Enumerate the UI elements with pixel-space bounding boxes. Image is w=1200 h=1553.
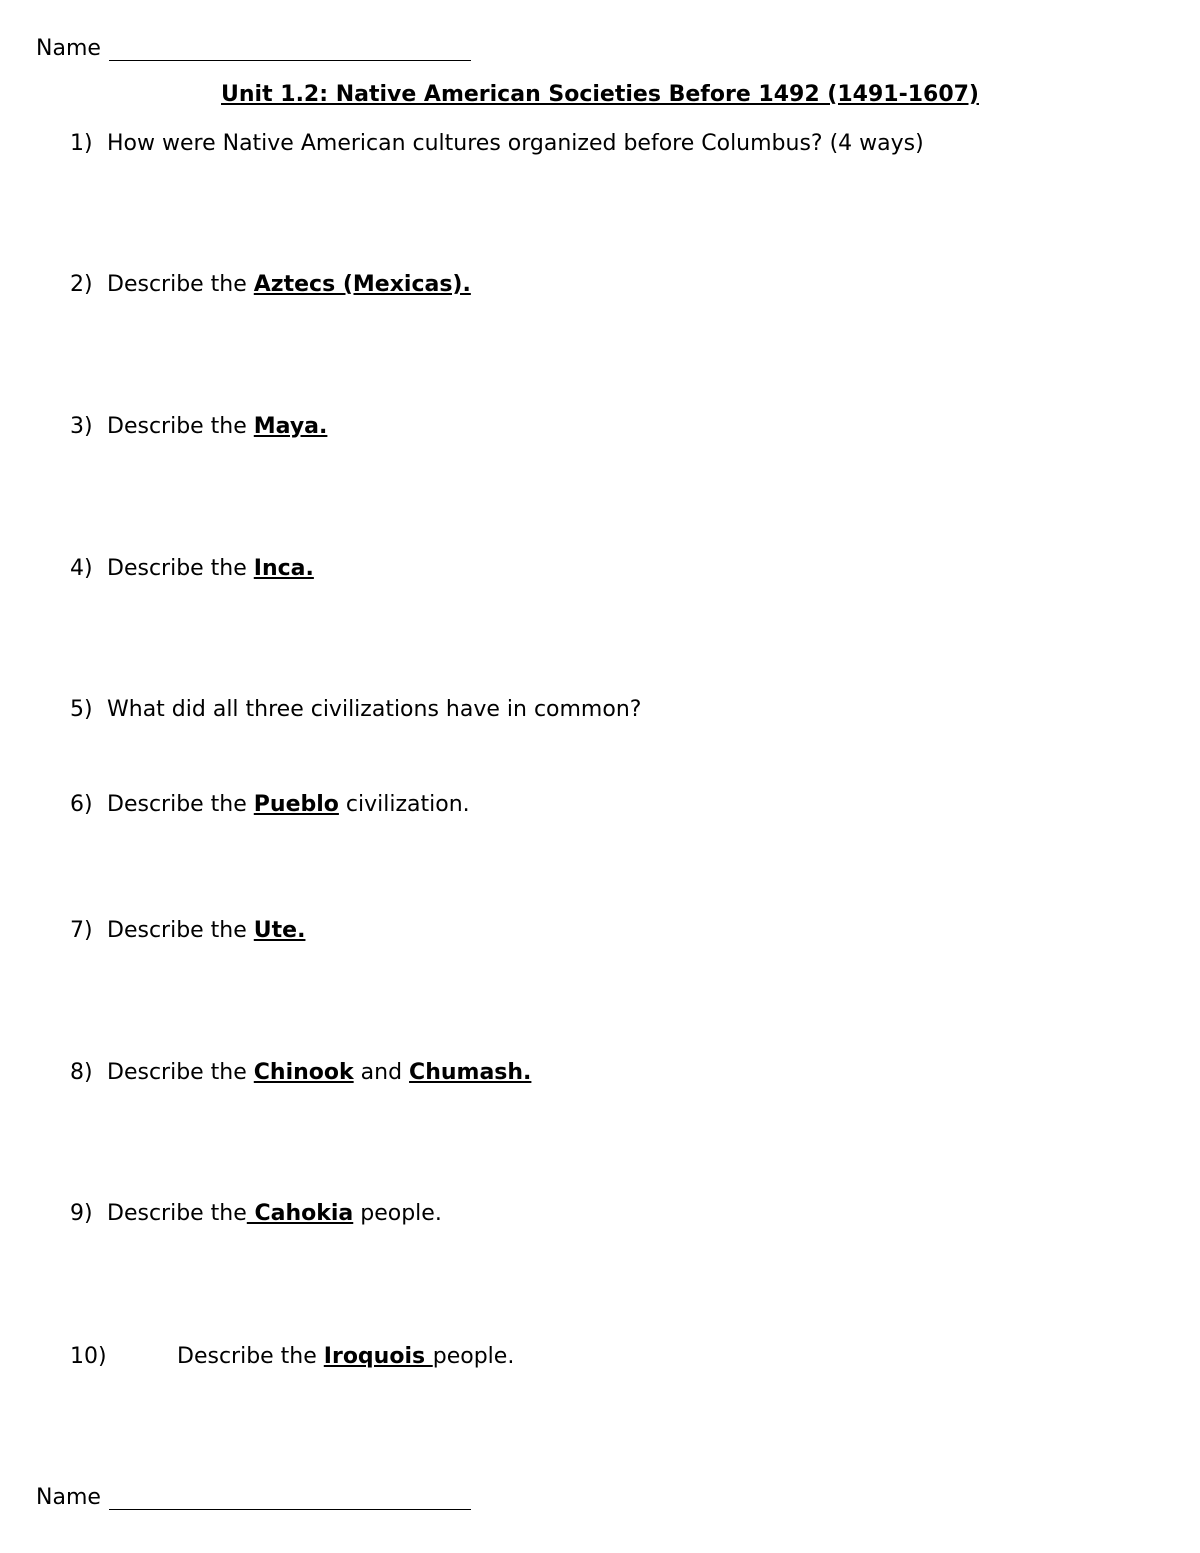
question-1 xyxy=(70,131,924,156)
question-number: 7) xyxy=(70,918,93,943)
question-text: Describe the xyxy=(107,1060,254,1085)
question-number: 8) xyxy=(70,1060,93,1085)
question-3 xyxy=(70,414,327,439)
question-number: 1) xyxy=(70,131,93,156)
question-7 xyxy=(70,918,305,943)
question-keyword: Iroquois xyxy=(323,1344,433,1369)
question-number: 2) xyxy=(70,272,93,297)
question-text: Describe the xyxy=(107,918,254,943)
question-keyword: Maya. xyxy=(253,414,328,439)
question-keyword: Inca. xyxy=(253,556,314,581)
question-number: 3) xyxy=(70,414,93,439)
question-number: 6) xyxy=(70,792,93,817)
question-keyword: Pueblo xyxy=(253,792,339,817)
name-field-bottom xyxy=(36,1485,471,1510)
name-label: Name xyxy=(36,1485,101,1510)
question-5 xyxy=(70,697,641,722)
question-text-suffix: people. xyxy=(353,1201,442,1226)
question-2 xyxy=(70,272,471,297)
name-blank-line[interactable] xyxy=(109,1489,471,1510)
question-keyword-2: Chumash. xyxy=(409,1060,532,1085)
question-text: Describe the xyxy=(107,792,254,817)
question-number: 4) xyxy=(70,556,93,581)
question-4 xyxy=(70,556,314,581)
worksheet-title: Unit 1.2: Native American Societies Before 1492 (1491-1607) xyxy=(221,82,979,107)
question-keyword: Chinook xyxy=(253,1060,354,1085)
question-number: 9) xyxy=(70,1201,93,1226)
question-text-suffix: people. xyxy=(432,1344,515,1369)
question-text: Describe the xyxy=(107,414,254,439)
question-number: 5) xyxy=(70,697,93,722)
name-field-top xyxy=(36,36,471,61)
question-10 xyxy=(70,1344,514,1369)
question-6 xyxy=(70,792,470,817)
question-text: Describe the xyxy=(107,272,254,297)
question-text: How were Native American cultures organized before Columbus? (4 ways) xyxy=(107,131,924,156)
question-8 xyxy=(70,1060,531,1085)
question-keyword: Aztecs (Mexicas). xyxy=(253,272,471,297)
name-blank-line[interactable] xyxy=(109,40,471,61)
question-text: Describe the xyxy=(107,1201,247,1226)
name-label: Name xyxy=(36,36,101,61)
question-text: What did all three civilizations have in common? xyxy=(107,697,642,722)
question-text-suffix: civilization. xyxy=(338,792,470,817)
question-9 xyxy=(70,1201,442,1226)
question-text: Describe the xyxy=(177,1344,324,1369)
question-keyword: Cahokia xyxy=(246,1201,354,1226)
question-text: Describe the xyxy=(107,556,254,581)
question-number: 10) xyxy=(70,1344,107,1369)
question-text-connector: and xyxy=(353,1060,410,1085)
question-keyword: Ute. xyxy=(253,918,306,943)
